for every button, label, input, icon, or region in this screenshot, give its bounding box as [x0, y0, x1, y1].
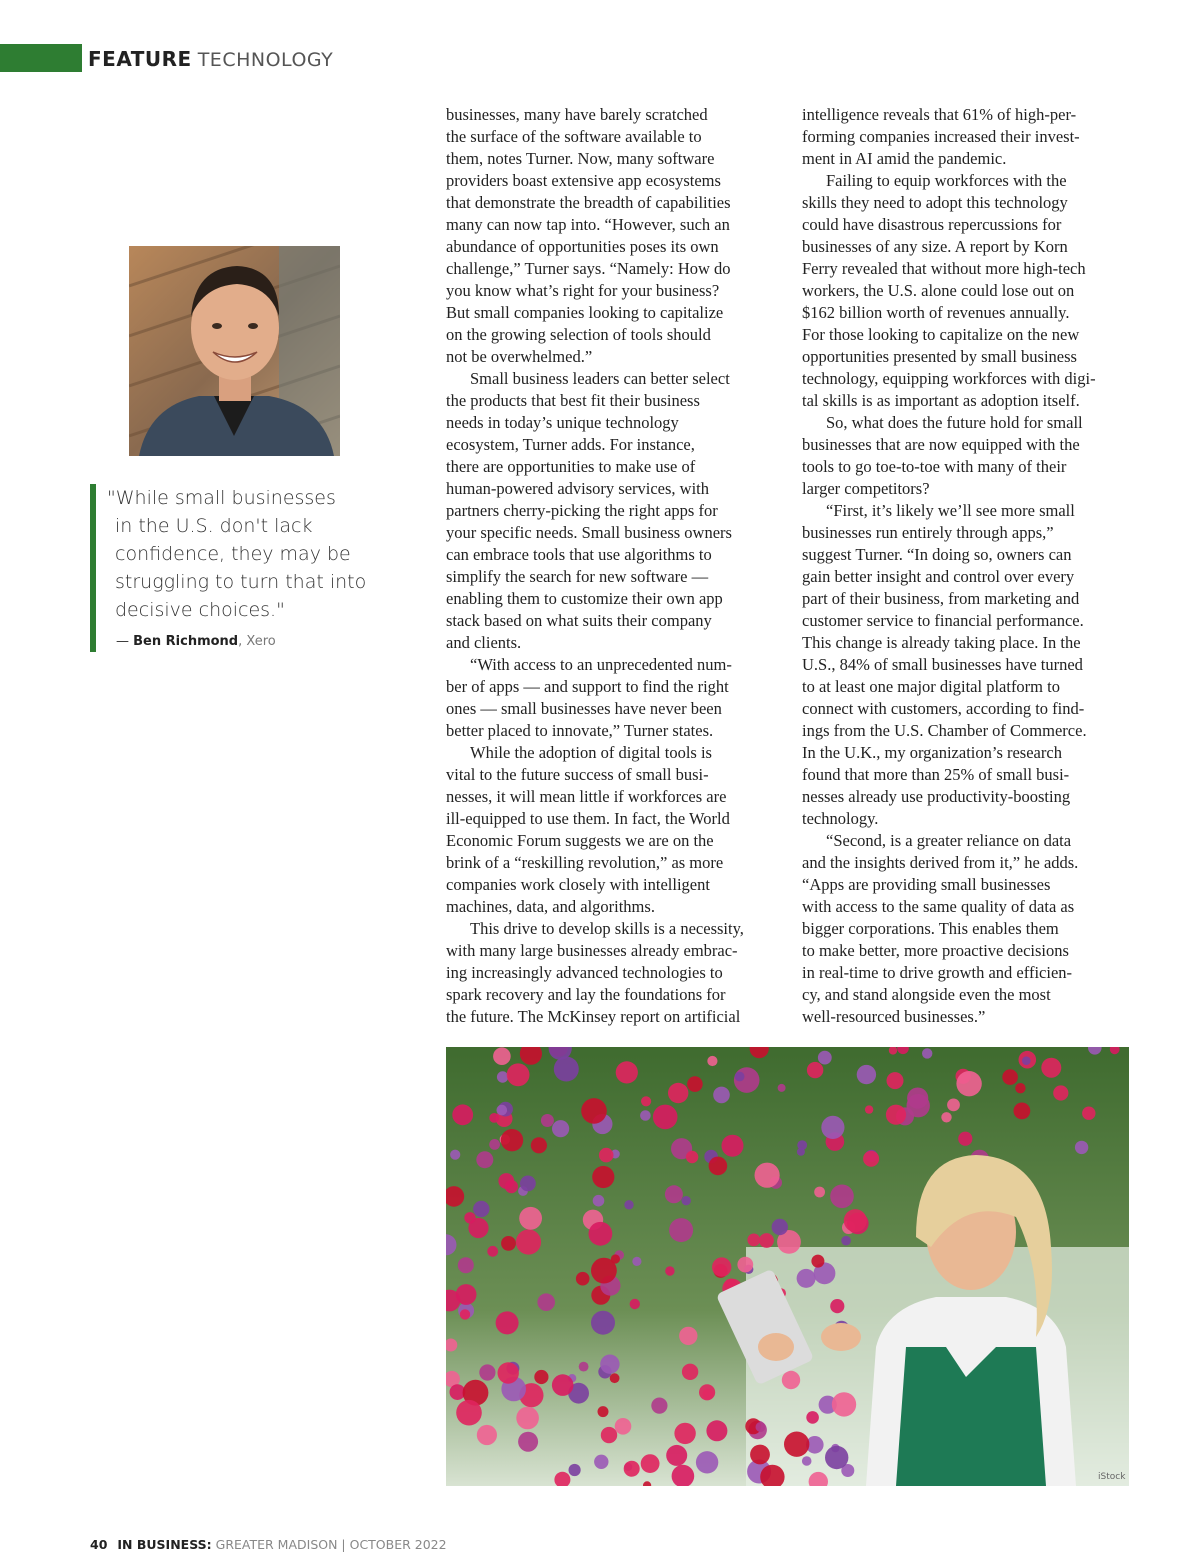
- article-text-line: businesses run entirely through apps,”: [802, 523, 1054, 542]
- article-text-line: nesses, it will mean little if workforces are: [446, 787, 727, 806]
- article-text-line: “Apps are providing small businesses: [802, 875, 1051, 894]
- flower-blossom: [477, 1425, 497, 1445]
- flower-blossom: [699, 1384, 715, 1400]
- article-text-line: bigger corporations. This enables them: [802, 919, 1059, 938]
- flower-blossom: [552, 1374, 574, 1396]
- flower-blossom: [460, 1309, 470, 1319]
- flower-blossom: [709, 1157, 728, 1176]
- flower-blossom: [458, 1257, 474, 1273]
- attribution-dash: —: [116, 634, 129, 649]
- article-text-line: part of their business, from marketing and: [802, 589, 1080, 608]
- flower-blossom: [841, 1236, 851, 1246]
- article-text-line: tal skills is as important as adoption itself.: [802, 391, 1080, 410]
- article-text-line: opportunities presented by small business: [802, 347, 1077, 366]
- article-text-line: spark recovery and lay the foundations for: [446, 985, 726, 1004]
- section-label: FEATURE: [88, 47, 192, 71]
- flower-blossom: [569, 1464, 581, 1476]
- article-text-line: vital to the future success of small busi-: [446, 765, 709, 784]
- flower-blossom: [589, 1222, 613, 1246]
- pullquote: [107, 484, 377, 624]
- page-number: 40: [90, 1537, 108, 1552]
- article-text-line: ings from the U.S. Chamber of Commerce.: [802, 721, 1087, 740]
- portrait-illustration: [129, 246, 340, 456]
- flower-blossom: [599, 1148, 614, 1163]
- article-text-line: needs in today’s unique technology: [446, 413, 679, 432]
- article-column-2: [802, 104, 1132, 1028]
- flower-blossom: [687, 1076, 703, 1092]
- article-text-line: $162 billion worth of revenues annually.: [802, 303, 1070, 322]
- flower-blossom: [665, 1266, 674, 1275]
- flower-blossom: [830, 1185, 854, 1209]
- article-text-line: gain better insight and control over every: [802, 567, 1075, 586]
- article-text-line: While the adoption of digital tools is: [470, 743, 712, 762]
- flower-blossom: [679, 1327, 697, 1345]
- flower-blossom: [669, 1218, 693, 1242]
- flower-blossom: [755, 1163, 780, 1188]
- article-text-line: technology, equipping workforces with digi-: [802, 369, 1096, 388]
- flower-blossom: [821, 1116, 844, 1139]
- article-text-line: forming companies increased their invest-: [802, 127, 1080, 146]
- flower-blossom: [887, 1072, 904, 1089]
- article-text-line: Failing to equip workforces with the: [826, 171, 1067, 190]
- article-text-line: the surface of the software available to: [446, 127, 702, 146]
- flower-blossom: [682, 1364, 698, 1380]
- pullquote-line: decisive choices.": [115, 599, 285, 621]
- flower-blossom: [591, 1311, 615, 1335]
- flower-blossom: [534, 1370, 548, 1384]
- topic-label: TECHNOLOGY: [197, 49, 334, 71]
- flower-blossom: [464, 1212, 475, 1223]
- pullquote-line: confidence, they may be: [115, 543, 351, 565]
- flower-blossom: [640, 1110, 651, 1121]
- flower-blossom: [807, 1062, 823, 1078]
- flower-blossom: [1041, 1058, 1061, 1078]
- article-text-line: enabling them to customize their own app: [446, 589, 723, 608]
- flower-blossom: [600, 1355, 619, 1374]
- flower-blossom: [756, 1422, 766, 1432]
- article-text-line: workers, the U.S. alone could lose out on: [802, 281, 1075, 300]
- flower-blossom: [516, 1229, 541, 1254]
- article-column-1: [446, 104, 776, 1028]
- flower-blossom: [784, 1432, 809, 1457]
- article-text-line: to at least one major digital platform to: [802, 677, 1060, 696]
- flower-blossom: [947, 1099, 960, 1112]
- article-text-line: cy, and stand alongside even the most: [802, 985, 1051, 1004]
- flower-blossom: [497, 1071, 508, 1082]
- flower-blossom: [624, 1200, 633, 1209]
- flower-blossom: [615, 1418, 632, 1435]
- attribution-org: , Xero: [238, 634, 276, 649]
- greenhouse-photo: [446, 1047, 1129, 1486]
- article-text-line: ment in AI amid the pandemic.: [802, 149, 1007, 168]
- article-text-line: technology.: [802, 809, 879, 828]
- flower-blossom: [516, 1407, 539, 1430]
- article-text-line: Small business leaders can better select: [470, 369, 730, 388]
- flower-blossom: [735, 1072, 745, 1082]
- pullquote-attribution: [116, 634, 276, 649]
- article-text-line: Economic Forum suggests we are on the: [446, 831, 714, 850]
- flower-blossom: [456, 1400, 482, 1426]
- flower-blossom: [452, 1104, 473, 1125]
- article-text-line: businesses of any size. A report by Korn: [802, 237, 1068, 256]
- article-text-line: connect with customers, according to find-: [802, 699, 1085, 718]
- article-text-line: U.S., 84% of small businesses have turned: [802, 655, 1083, 674]
- header-accent-bar: [0, 44, 82, 72]
- flower-blossom: [601, 1427, 617, 1443]
- article-text-line: This change is already taking place. In the: [802, 633, 1081, 652]
- flower-blossom: [832, 1392, 856, 1416]
- flower-blossom: [476, 1151, 493, 1168]
- flower-blossom: [505, 1180, 518, 1193]
- article-text-line: ing increasingly advanced technologies to: [446, 963, 723, 982]
- pullquote-line: in the U.S. don't lack: [115, 515, 313, 537]
- article-text-line: that demonstrate the breadth of capabilities: [446, 193, 731, 212]
- flower-blossom: [493, 1047, 511, 1065]
- article-text-line: partners cherry-picking the right apps for: [446, 501, 718, 520]
- flower-blossom: [782, 1371, 800, 1389]
- flower-blossom: [750, 1445, 770, 1465]
- article-text-line: ecosystem, Turner adds. For instance,: [446, 435, 695, 454]
- publication-name: IN BUSINESS:: [117, 1537, 212, 1552]
- flower-blossom: [641, 1454, 660, 1473]
- flower-blossom: [1022, 1056, 1031, 1065]
- article-text-line: nesses already use productivity-boosting: [802, 787, 1071, 806]
- article-text-line: human-powered advisory services, with: [446, 479, 710, 498]
- flower-blossom: [630, 1299, 640, 1309]
- flower-blossom: [594, 1455, 608, 1469]
- article-text-line: For those looking to capitalize on the new: [802, 325, 1080, 344]
- flower-blossom: [641, 1096, 651, 1106]
- article-text-line: well-resourced businesses.”: [802, 1007, 986, 1026]
- flower-blossom: [501, 1236, 516, 1251]
- article-text-line: ones — small businesses have never been: [446, 699, 722, 718]
- article-text-line: found that more than 25% of small busi-: [802, 765, 1070, 784]
- flower-blossom: [956, 1071, 981, 1096]
- flower-blossom: [653, 1105, 678, 1130]
- article-text-line: larger competitors?: [802, 479, 930, 498]
- article-text-line: on the growing selection of tools should: [446, 325, 711, 344]
- article-text-line: many can now tap into. “However, such an: [446, 215, 730, 234]
- flower-blossom: [958, 1132, 972, 1146]
- flower-blossom: [818, 1051, 832, 1065]
- flower-blossom: [1002, 1069, 1018, 1085]
- attribution-name: Ben Richmond: [133, 634, 239, 649]
- flower-blossom: [487, 1246, 498, 1257]
- article-text-line: suggest Turner. “In doing so, owners can: [802, 545, 1072, 564]
- article-text-line: with many large businesses already embrac-: [446, 941, 738, 960]
- article-text-line: stack based on what suits their company: [446, 611, 712, 630]
- portrait-photo: [129, 246, 340, 456]
- flower-blossom: [531, 1137, 547, 1153]
- flower-blossom: [797, 1269, 816, 1288]
- flower-blossom: [598, 1406, 609, 1417]
- flower-blossom: [922, 1048, 932, 1058]
- flower-blossom: [507, 1063, 530, 1086]
- article-text-line: abundance of opportunities poses its own: [446, 237, 719, 256]
- article-text-line: the products that best fit their business: [446, 391, 700, 410]
- flower-blossom: [518, 1432, 538, 1452]
- flower-blossom: [1014, 1103, 1031, 1120]
- flower-blossom: [747, 1234, 760, 1247]
- article-text-line: with access to the same quality of data as: [802, 897, 1075, 916]
- flower-blossom: [830, 1299, 844, 1313]
- flower-blossom: [519, 1207, 542, 1230]
- flower-blossom: [806, 1411, 819, 1424]
- flower-blossom: [593, 1195, 605, 1207]
- flower-blossom: [591, 1258, 617, 1284]
- flower-blossom: [651, 1398, 667, 1414]
- article-text-line: companies work closely with intelligent: [446, 875, 710, 894]
- flower-blossom: [696, 1451, 718, 1473]
- flower-blossom: [592, 1166, 614, 1188]
- flower-blossom: [489, 1139, 500, 1150]
- article-text-line: tools to go toe-to-toe with many of their: [802, 457, 1067, 476]
- flower-blossom: [624, 1461, 640, 1477]
- article-text-line: could have disastrous repercussions for: [802, 215, 1062, 234]
- article-text-line: and clients.: [446, 633, 522, 652]
- article-text-line: simplify the search for new software —: [446, 567, 709, 586]
- flower-blossom: [610, 1373, 620, 1383]
- flower-blossom: [1053, 1085, 1068, 1100]
- article-text-line: “With access to an unprecedented num-: [470, 655, 732, 674]
- article-text-line: In the U.K., my organization’s research: [802, 743, 1062, 762]
- pullquote-line: "While small businesses: [107, 487, 336, 509]
- greenhouse-illustration: [446, 1047, 1129, 1486]
- article-text-line: ber of apps — and support to find the right: [446, 677, 729, 696]
- article-text-line: “First, it’s likely we’ll see more small: [826, 501, 1075, 520]
- article-text-line: to make better, more proactive decisions: [802, 941, 1069, 960]
- page-footer: [90, 1537, 447, 1552]
- flower-blossom: [797, 1140, 807, 1150]
- article-text-line: businesses, many have barely scratched: [446, 105, 708, 124]
- flower-blossom: [541, 1114, 554, 1127]
- flower-blossom: [501, 1129, 523, 1151]
- article-text-line: brink of a “reskilling revolution,” as more: [446, 853, 724, 872]
- flower-blossom: [674, 1423, 695, 1444]
- flower-blossom: [498, 1362, 519, 1383]
- flower-blossom: [722, 1135, 744, 1157]
- section-header: [88, 46, 333, 73]
- flower-blossom: [489, 1113, 499, 1123]
- flower-blossom: [865, 1105, 873, 1113]
- flower-blossom: [811, 1255, 824, 1268]
- article-text-line: intelligence reveals that 61% of high-per-: [802, 105, 1077, 124]
- flower-blossom: [579, 1362, 589, 1372]
- article-text-line: Ferry revealed that without more high-tech: [802, 259, 1086, 278]
- flower-blossom: [581, 1098, 607, 1124]
- flower-blossom: [713, 1087, 730, 1104]
- article-text-line: businesses that are now equipped with the: [802, 435, 1080, 454]
- article-text-line: you know what’s right for your business?: [446, 281, 720, 300]
- flower-blossom: [450, 1150, 460, 1160]
- flower-blossom: [857, 1065, 876, 1084]
- flower-blossom: [496, 1311, 519, 1334]
- flower-blossom: [706, 1420, 727, 1441]
- article-text-line: machines, data, and algorithms.: [446, 897, 655, 916]
- photo-credit: iStock: [1098, 1472, 1126, 1482]
- flower-blossom: [665, 1185, 683, 1203]
- article-text-line: ill-equipped to use them. In fact, the World: [446, 809, 730, 828]
- flower-blossom: [537, 1293, 555, 1311]
- pullquote-line: struggling to turn that into: [115, 571, 367, 593]
- flower-blossom: [1075, 1141, 1088, 1154]
- article-text-line: “Second, is a greater reliance on data: [826, 831, 1072, 850]
- flower-blossom: [497, 1105, 508, 1116]
- flower-blossom: [686, 1151, 698, 1163]
- flower-blossom: [802, 1456, 812, 1466]
- flower-blossom: [886, 1105, 906, 1125]
- flower-blossom: [666, 1445, 687, 1466]
- article-text-line: not be overwhelmed.”: [446, 347, 593, 366]
- flower-blossom: [616, 1061, 638, 1083]
- pullquote-accent-bar: [90, 484, 96, 652]
- flower-blossom: [863, 1151, 879, 1167]
- flower-blossom: [772, 1219, 788, 1235]
- flower-blossom: [778, 1084, 786, 1092]
- article-text-line: there are opportunities to make use of: [446, 457, 696, 476]
- article-text-line: in real-time to drive growth and efficien-: [802, 963, 1073, 982]
- flower-blossom: [668, 1083, 688, 1103]
- article-text-line: providers boast extensive app ecosystems: [446, 171, 721, 190]
- flower-blossom: [907, 1088, 928, 1109]
- article-text-line: your specific needs. Small business owners: [446, 523, 732, 542]
- flower-blossom: [759, 1233, 774, 1248]
- flower-blossom: [941, 1112, 951, 1122]
- flower-blossom: [844, 1209, 867, 1232]
- article-text-line: better placed to innovate,” Turner states.: [446, 721, 714, 740]
- article-text-line: But small companies looking to capitalize: [446, 303, 724, 322]
- article-text-line: can embrace tools that use algorithms to: [446, 545, 712, 564]
- flower-blossom: [520, 1176, 536, 1192]
- flower-blossom: [814, 1187, 825, 1198]
- flower-blossom: [737, 1257, 753, 1273]
- article-text-line: skills they need to adopt this technology: [802, 193, 1068, 212]
- article-text-line: challenge,” Turner says. “Namely: How do: [446, 259, 731, 278]
- article-text-line: them, notes Turner. Now, many software: [446, 149, 715, 168]
- article-text-line: This drive to develop skills is a necessity,: [470, 919, 744, 938]
- flower-blossom: [712, 1257, 731, 1276]
- flower-blossom: [707, 1056, 717, 1066]
- publication-issue: GREATER MADISON | OCTOBER 2022: [211, 1537, 447, 1552]
- flower-blossom: [479, 1364, 495, 1380]
- article-text-line: customer service to financial performance.: [802, 611, 1084, 630]
- article-text-line: So, what does the future hold for small: [826, 413, 1083, 432]
- flower-blossom: [825, 1446, 848, 1469]
- flower-blossom: [552, 1120, 569, 1137]
- flower-blossom: [576, 1272, 590, 1286]
- flower-blossom: [473, 1201, 489, 1217]
- flower-blossom: [682, 1196, 691, 1205]
- article-text-line: the future. The McKinsey report on artificial: [446, 1007, 741, 1026]
- flower-blossom: [1015, 1083, 1025, 1093]
- flower-blossom: [632, 1257, 641, 1266]
- flower-blossom: [554, 1057, 579, 1082]
- article-text-line: and the insights derived from it,” he adds.: [802, 853, 1079, 872]
- flower-blossom: [1082, 1107, 1095, 1120]
